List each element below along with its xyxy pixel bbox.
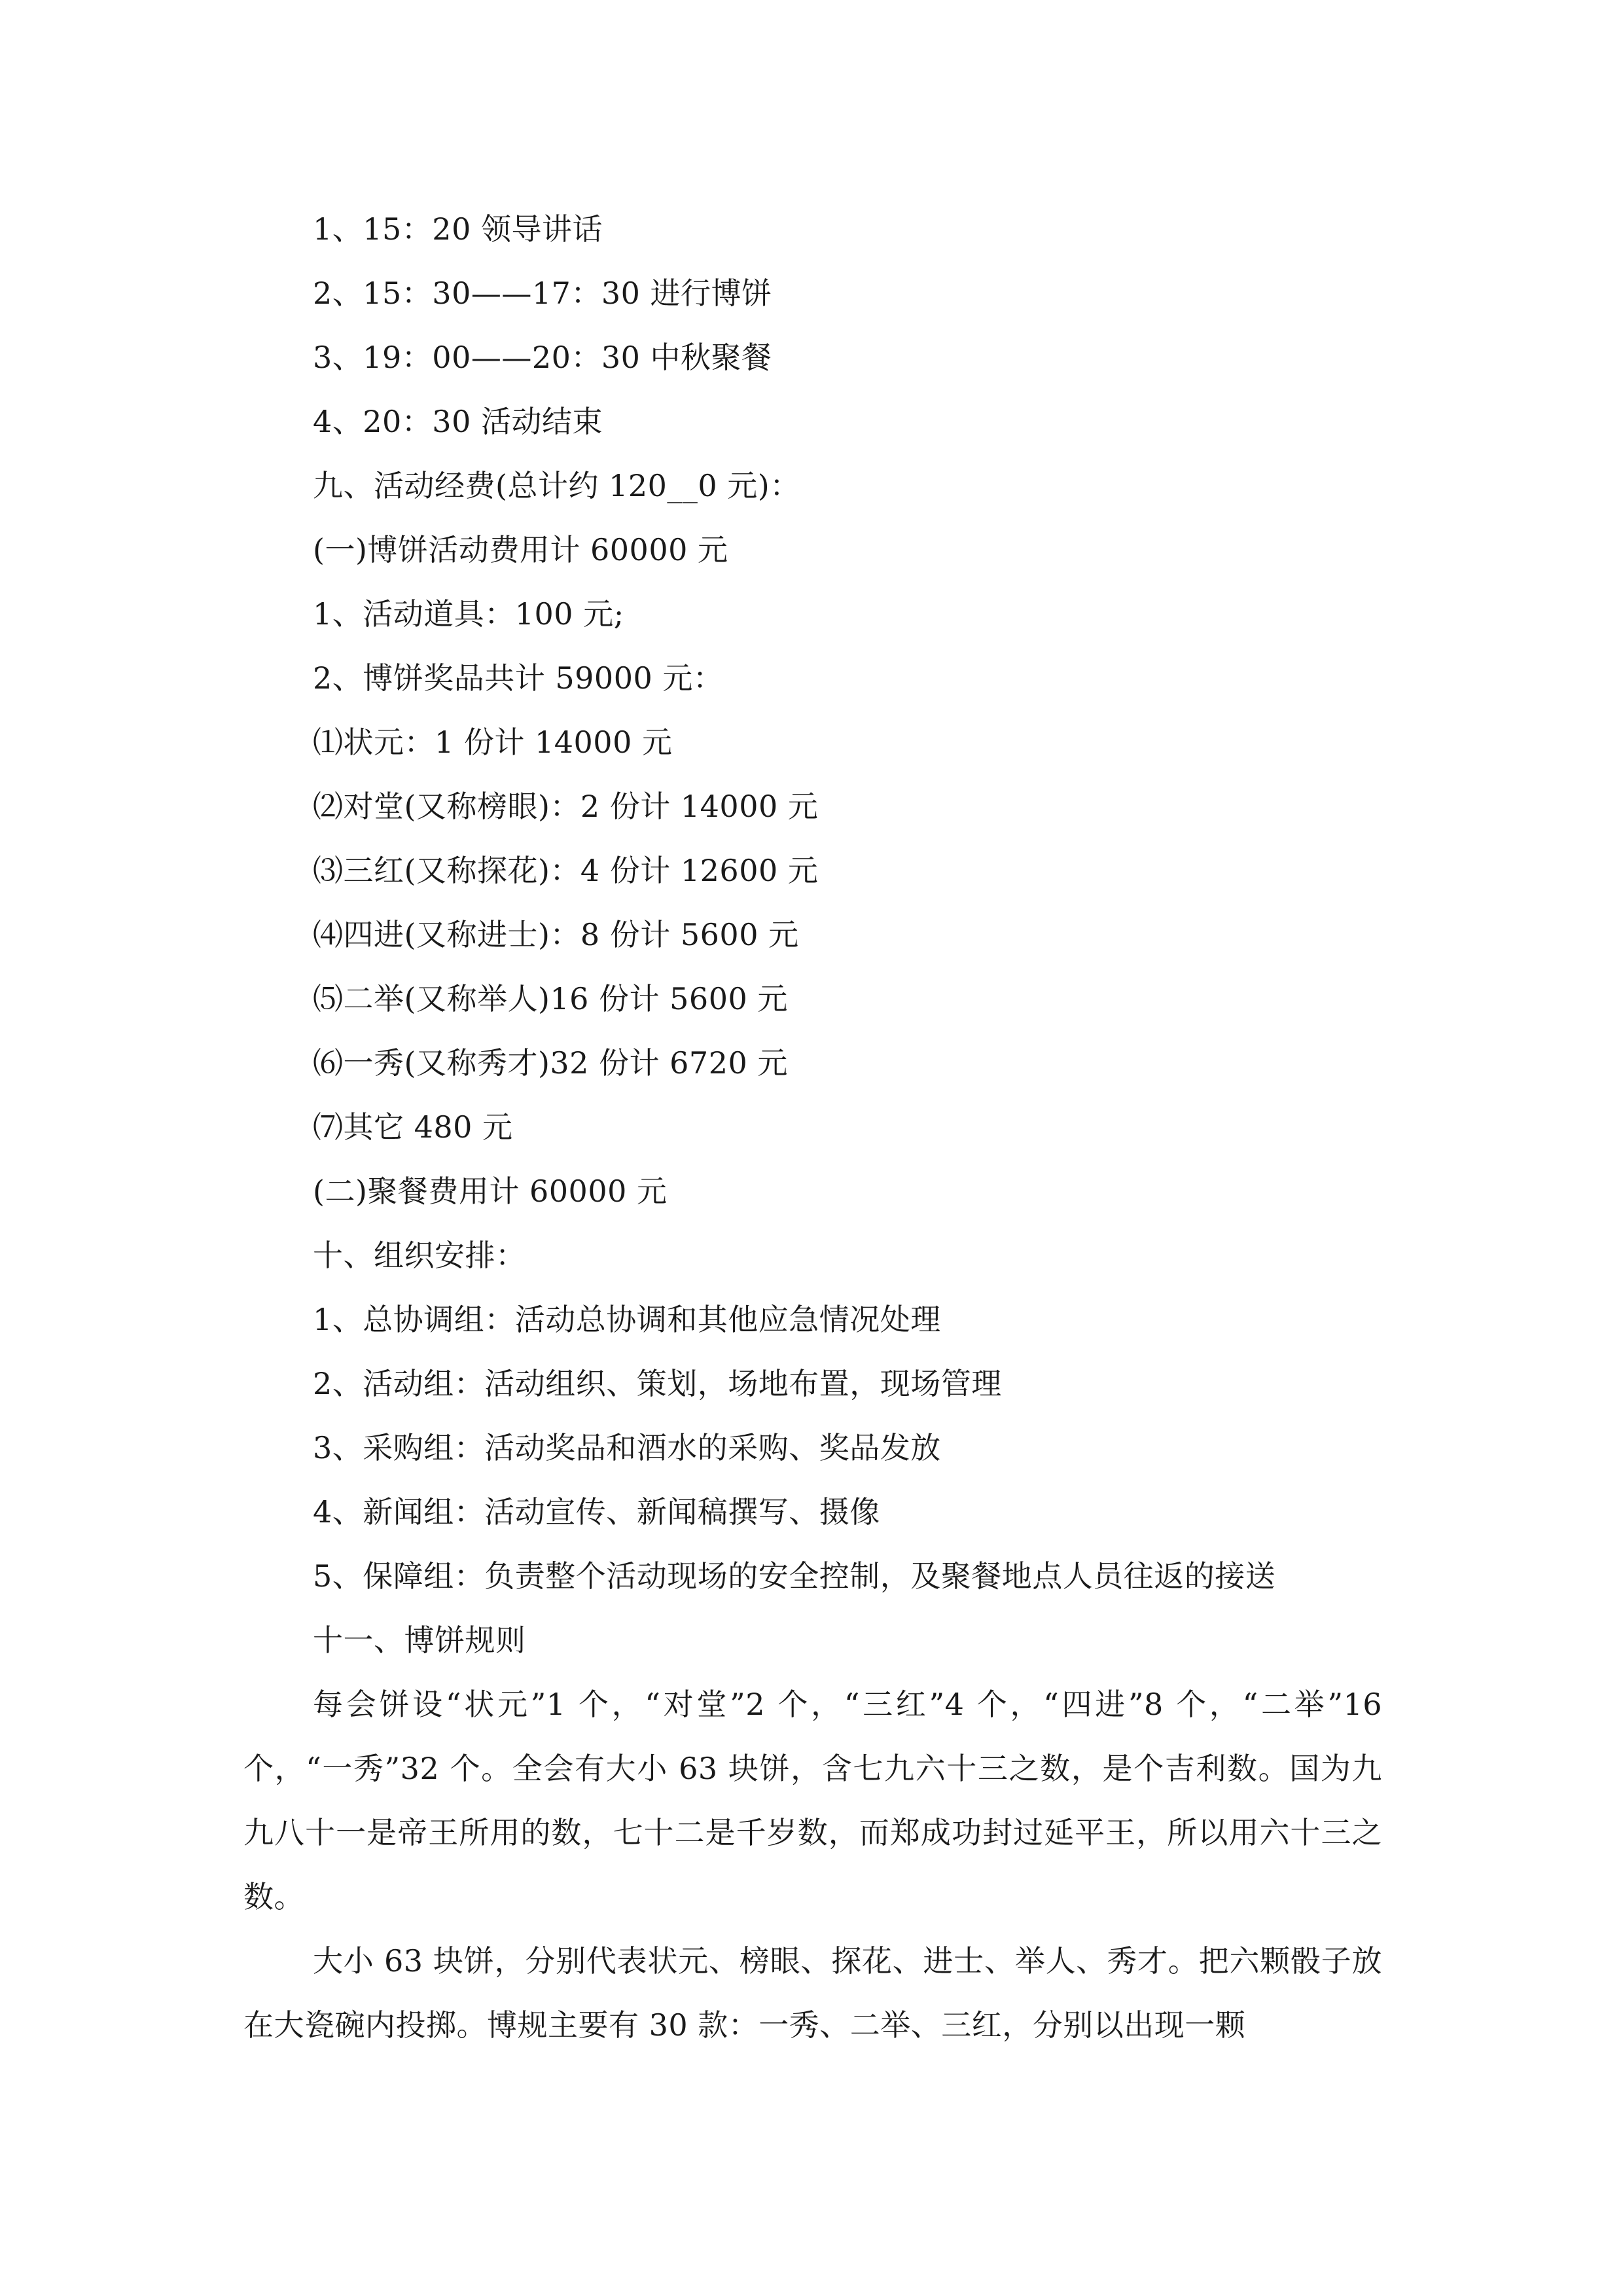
text-line: (二)聚餐费用计 60000 元 bbox=[313, 1174, 668, 1209]
text-line: 5、保障组：负责整个活动现场的安全控制，及聚餐地点人员往返的接送 bbox=[313, 1558, 1276, 1594]
paragraph: 大小 63 块饼，分别代表状元、榜眼、探花、进士、举人、秀才。把六颗骰子放在大瓷碗内投掷。博规主要有 30 款：一秀、二举、三红，分别以出现一颗 bbox=[243, 1943, 1382, 2043]
section-heading: 十一、博饼规则 bbox=[313, 1623, 526, 1658]
section-heading: 九、活动经费(总计约 120__0 元)： bbox=[313, 468, 800, 503]
text-line: ⑴状元：1 份计 14000 元 bbox=[313, 725, 673, 760]
text-line: 2、15：30——17：30 进行博饼 bbox=[313, 276, 772, 311]
text-line: ⑸二举(又称举人)16 份计 5600 元 bbox=[313, 981, 788, 1016]
section-heading: 十、组织安排： bbox=[313, 1238, 526, 1273]
text-line: 1、活动道具：100 元; bbox=[313, 596, 624, 632]
text-line: (一)博饼活动费用计 60000 元 bbox=[313, 532, 728, 567]
paragraph: 每会饼设“状元”1 个，“对堂”2 个，“三红”4 个，“四进”8 个，“二举”16 个，“一秀”32 个。全会有大小 63 块饼，含七九六十三之数，是个吉利数。国为九九八十一是帝王所用的数，七十二是千岁数，而郑成功封过延平王，所以用六十三之数。 bbox=[243, 1687, 1382, 1914]
text-line: 4、20：30 活动结束 bbox=[313, 404, 603, 439]
text-line: ⑺其它 480 元 bbox=[313, 1109, 513, 1145]
text-line: 2、活动组：活动组织、策划，场地布置，现场管理 bbox=[313, 1366, 1002, 1401]
text-line: 1、15：20 领导讲话 bbox=[313, 211, 603, 247]
text-line: ⑷四进(又称进士)：8 份计 5600 元 bbox=[313, 917, 799, 952]
text-line: 3、采购组：活动奖品和酒水的采购、奖品发放 bbox=[313, 1430, 941, 1465]
text-line: 1、总协调组：活动总协调和其他应急情况处理 bbox=[313, 1302, 941, 1337]
text-line: ⑶三红(又称探花)：4 份计 12600 元 bbox=[313, 853, 819, 888]
text-line: ⑵对堂(又称榜眼)：2 份计 14000 元 bbox=[313, 789, 819, 824]
text-line: ⑹一秀(又称秀才)32 份计 6720 元 bbox=[313, 1045, 788, 1081]
text-line: 3、19：00——20：30 中秋聚餐 bbox=[313, 340, 772, 375]
text-line: 2、博饼奖品共计 59000 元： bbox=[313, 660, 724, 696]
text-line: 4、新闻组：活动宣传、新闻稿撰写、摄像 bbox=[313, 1494, 880, 1530]
